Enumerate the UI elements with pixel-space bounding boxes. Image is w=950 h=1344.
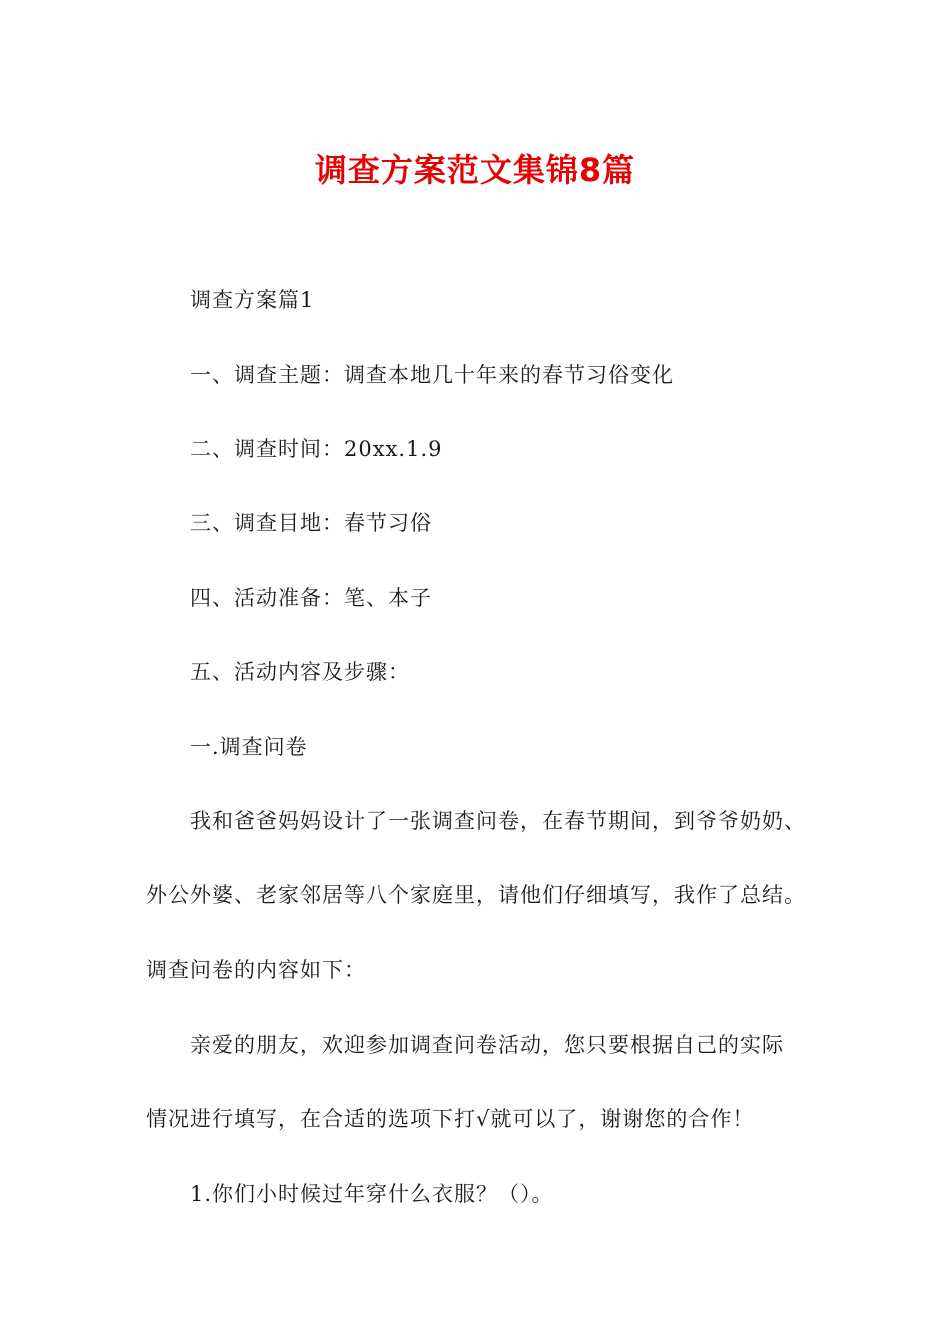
list-item: 四、活动准备：笔、本子 [190,586,432,610]
question-item: 1.你们小时候过年穿什么衣服？（）。 [190,1182,554,1206]
document-title: 调查方案范文集锦8篇 [314,151,636,189]
section-heading: 调查方案篇1 [190,288,315,312]
paragraph-line: 调查问卷的内容如下： [146,958,366,982]
paragraph-line: 亲爱的朋友，欢迎参加调查问卷活动，您只要根据自己的实际 [190,1033,784,1057]
paragraph-line: 我和爸爸妈妈设计了一张调查问卷，在春节期间，到爷爷奶奶、 [190,809,806,833]
list-item: 二、调查时间：20xx.1.9 [190,437,443,461]
subsection-heading: 一.调查问卷 [190,735,308,759]
list-item: 三、调查目地：春节习俗 [190,511,432,535]
list-item: 一、调查主题：调查本地几十年来的春节习俗变化 [190,363,674,387]
paragraph-line: 情况进行填写，在合适的选项下打√就可以了，谢谢您的合作！ [146,1107,755,1131]
paragraph-line: 外公外婆、老家邻居等八个家庭里，请他们仔细填写，我作了总结。 [146,883,806,907]
list-item: 五、活动内容及步骤： [190,660,410,684]
